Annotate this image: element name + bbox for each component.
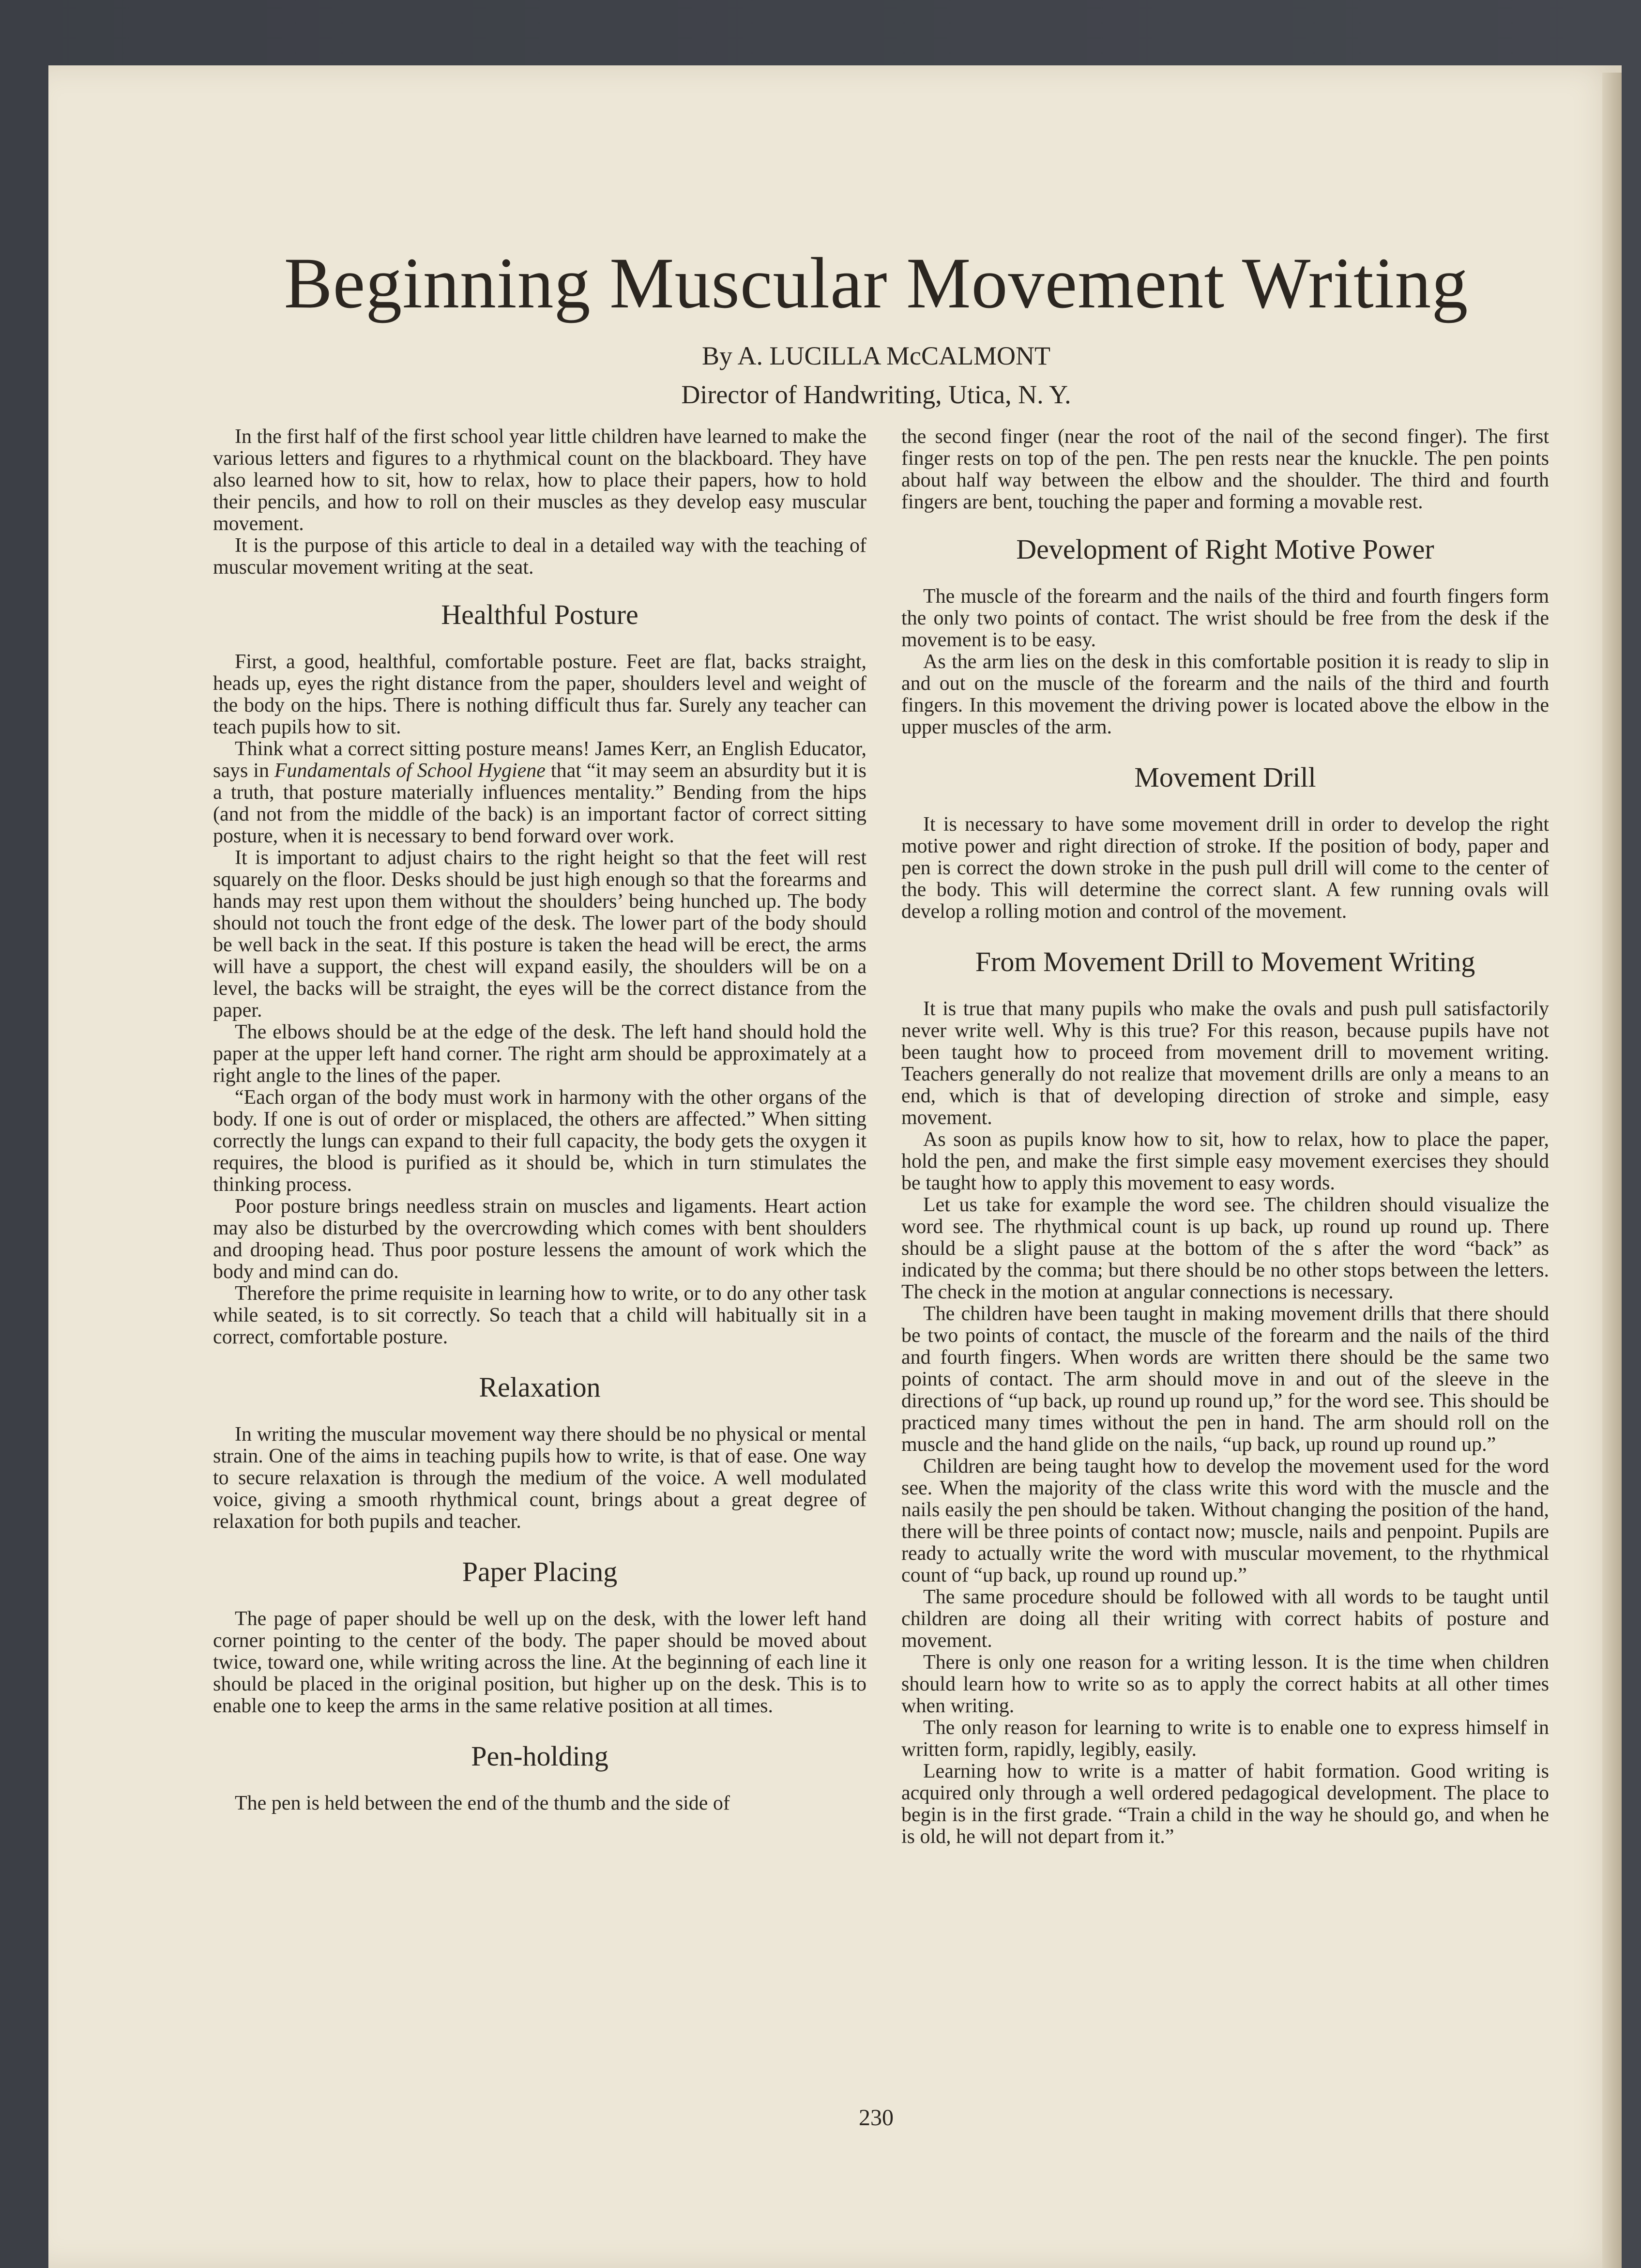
article-title: Beginning Muscular Movement Writing xyxy=(284,243,1469,323)
paragraph: The page of paper should be well up on the desk, with the lower left hand corner pointing to the center of the body. The paper should be moved about twice, toward one, while writing across the line. At the beginning of each line it should be placed in the original position, but higher up on the desk. This is to enable one to keep the arms in the same relative position at all times. xyxy=(213,1608,866,1717)
section-heading-drill-to-writing: From Movement Drill to Movement Writing xyxy=(975,946,1475,977)
section-heading-movement-drill: Movement Drill xyxy=(1134,761,1316,793)
paragraph: The only reason for learning to write is to enable one to express himself in written form, rapidly, legibly, easily. xyxy=(901,1717,1549,1761)
right-column xyxy=(901,426,1549,1848)
page-number: 230 xyxy=(859,2105,894,2131)
paragraph: In writing the muscular movement way there should be no physical or mental strain. One of the aims in teaching pupils how to write, is that of ease. One way to secure relaxation is through the medium of the voice. A well modulated voice, giving a smooth rhythmical count, brings about a great degree of relaxation for both pupils and teacher. xyxy=(213,1423,866,1533)
paragraph: The children have been taught in making movement drills that there should be two points of contact, the muscle of the forearm and the nails of the third and fourth fingers. When words are written there should be the same two points of contact. The arm should move in and out of the sleeve in the directions of “up back, up round up round up,” for the word see. This should be practiced many times without the pen in hand. The arm should roll on the muscle and the hand glide on the nails, “up back, up round up round up.” xyxy=(901,1303,1549,1456)
byline: By A. LUCILLA McCALMONT xyxy=(702,341,1050,370)
section-heading-motive-power: Development of Right Motive Power xyxy=(1016,533,1434,565)
paragraph: First, a good, healthful, comfortable posture. Feet are flat, backs straight, heads up, eyes the right distance from the paper, shoulders level and weight of the body on the hips. There is nothing difficult thus far. Surely any teacher can teach pupils how to sit. xyxy=(213,651,866,738)
section-heading-paper-placing: Paper Placing xyxy=(462,1556,618,1587)
paragraph: There is only one reason for a writing lesson. It is the time when children should learn how to write so as to apply the correct habits at all other times when writing. xyxy=(901,1651,1549,1717)
paragraph: It is important to adjust chairs to the right height so that the feet will rest squarely on the floor. Desks should be just high enough so that the forearms and hands may rest upon them without the shoulders’ being hunched up. The body should not touch the front edge of the desk. The lower part of the body should be well back in the seat. If this posture is taken the head will be erect, the arms will have a support, the chest will expand easily, the shoulders will be on a level, the backs will be straight, the eyes will be the correct distance from the paper. xyxy=(213,847,866,1021)
paragraph: In the first half of the first school year little children have learned to make the various letters and figures to a rhythmical count on the blackboard. They have also learned how to sit, how to relax, how to place their papers, how to hold their pencils, and how to roll on their muscles as they develop easy muscular movement. xyxy=(213,426,867,535)
paragraph xyxy=(213,738,866,847)
paragraph: The pen is held between the end of the thumb and the side of xyxy=(235,1792,730,1814)
paragraph: Learning how to write is a matter of habit formation. Good writing is acquired only through a well ordered pedagogical development. The place to begin is in the first grade. “Train a child in the way he should go, and when he is old, he will not depart from it.” xyxy=(901,1760,1549,1848)
left-column xyxy=(213,426,866,1814)
paragraph: Therefore the prime requisite in learning how to write, or to do any other task while seated, is to sit correctly. So teach that a child will habitually sit in a correct, comfortable posture. xyxy=(213,1282,866,1348)
paragraph: The muscle of the forearm and the nails of the third and fourth fingers form the only two points of contact. The wrist should be free from the desk if the movement is to be easy. xyxy=(901,585,1549,651)
paragraph: It is true that many pupils who make the ovals and push pull satisfactorily never write well. Why is this true? For this reason, because pupils have not been taught how to proceed from movement drill to movement writing. Teachers generally do not realize that movement drills are only a means to an end, which is that of developing direction of stroke and simple, easy movement. xyxy=(901,998,1549,1129)
section-heading-healthful-posture: Healthful Posture xyxy=(441,599,638,630)
paragraph-continued: the second finger (near the root of the nail of the second finger). The first finger rests on top of the pen. The pen rests near the knuckle. The pen points about half way between the elbow and the shoulder. The third and fourth fingers are bent, touching the paper and forming a movable rest. xyxy=(901,426,1549,513)
section-heading-pen-holding: Pen-holding xyxy=(471,1740,608,1772)
text-run: Think what a correct sitting posture means! James Kerr, an English Educator, says in xyxy=(213,738,866,782)
paragraph: The elbows should be at the edge of the desk. The left hand should hold the paper at the upper left hand corner. The right arm should be approximately at a right angle to the lines of the paper. xyxy=(213,1021,866,1087)
paragraph: The same procedure should be followed with all words to be taught until children are doing all their writing with correct habits of posture and movement. xyxy=(901,1586,1549,1652)
paragraph: As soon as pupils know how to sit, how to relax, how to place the paper, hold the pen, and make the first simple easy movement exercises they should be taught how to apply this movement to easy words. xyxy=(901,1128,1549,1194)
text-run: that “it may seem an absurdity but it is a truth, that posture materially influences mentality.” Bending from the hips (and not from the middle of the back) is an important factor of correct sitting posture, when it is necessary to bend forward over work. xyxy=(213,760,866,847)
paragraph: Poor posture brings needless strain on muscles and ligaments. Heart action may also be disturbed by the overcrowding which comes with bent shoulders and drooping head. Thus poor posture lessens the amount of work which the body and mind can do. xyxy=(213,1195,866,1283)
paragraph: It is necessary to have some movement drill in order to develop the right motive power and right direction of stroke. If the position of body, paper and pen is correct the down stroke in the push pull drill will come to the center of the body. This will determine the correct slant. A few running ovals will develop a rolling motion and control of the movement. xyxy=(901,813,1549,923)
paragraph: Children are being taught how to develop the movement used for the word see. When the majority of the class write this word with the muscle and the nails easily the pen should be taken. Without changing the position of the hand, there will be three points of contact now; muscle, nails and penpoint. Pupils are ready to actually write the word with muscular movement, to the rhythmical count of “up back, up round up round up.” xyxy=(901,1455,1549,1586)
paragraph: As the arm lies on the desk in this comfortable position it is ready to slip in and out on the muscle of the forearm and the nails of the third and fourth fingers. In this movement the driving power is located above the elbow in the upper muscles of the arm. xyxy=(901,651,1549,738)
paragraph: It is the purpose of this article to deal in a detailed way with the teaching of muscular movement writing at the seat. xyxy=(213,534,866,578)
paragraph: Let us take for example the word see. The children should visualize the word see. The rhythmical count is up back, up round up round up. There should be a slight pause at the bottom of the s after the word “back” as indicated by the comma; but there should be no other stops between the letters. The check in the motion at angular connections is necessary. xyxy=(901,1194,1549,1303)
section-heading-relaxation: Relaxation xyxy=(479,1371,601,1403)
book-title: Fundamentals of School Hygiene xyxy=(274,760,546,782)
paragraph: “Each organ of the body must work in harmony with the other organs of the body. If one is out of order or misplaced, the others are affected.” When sitting correctly the lungs can expand to their full capacity, the body gets the oxygen it requires, the blood is purified as it should be, which in turn stimulates the thinking process. xyxy=(213,1086,866,1196)
author-affiliation: Director of Handwriting, Utica, N. Y. xyxy=(681,380,1071,409)
